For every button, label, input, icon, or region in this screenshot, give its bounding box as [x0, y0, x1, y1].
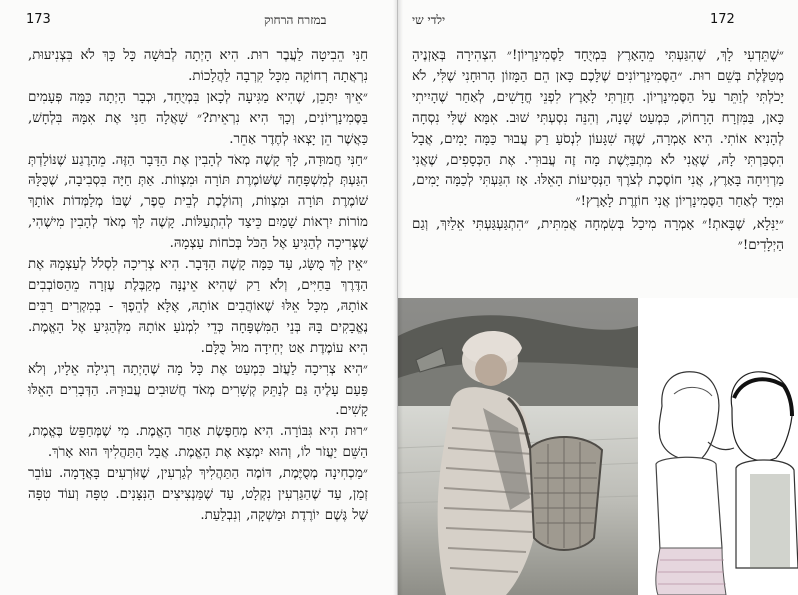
left-page	[0, 0, 398, 595]
photo-woman-in-field	[398, 298, 638, 595]
illustration-two-girls	[638, 298, 798, 595]
paragraph: ״אֵיךְ יִתָּכֵן, שֶׁהִיא מַגִּיעָה לְכָאן בִּמְיֻחָד, וּכְבָר הָיְתָה כַּמָּה פְּעָמִים בַּסֶּמִינָרְיוֹנִים, וְכָךְ הִיא נִרְאֵית?״ שָׁאֲלָה חַנִּי אֶת אִמָּהּ בִּלְחָשׁ, כַּאֲשֶׁר הֵן יָצְאוּ לְחֶדֶר אַחֵר.	[28, 89, 368, 147]
page-number: 172	[710, 12, 735, 27]
book-gutter	[393, 0, 403, 595]
paragraph: ״שֶׁתֵּדְעִי לָךְ, שֶׁהִגַּעְתִּי מֵהָאָרֶץ בִּמְיֻחָד לַסֶּמִינָרְיוֹן!״ הִצְהִירָה בְּאָזְנֶיהָ מְטַלֶּלֶת בְּשֵׁם רוּת. ״הַסֶּמִינָרְיוֹנִים שֶׁלָּכֶם כָּאן הֵם הַמָּזוֹן הָרוּחָנִי שֶׁלִּי, לֹא יָכֹלְתִּי לְוַתֵּר עַל הַסֶּמִינָרְיוֹן. חָזַרְתִּי לָאָרֶץ לִפְנֵי חֳדָשִׁים, לְאַחַר שֶׁהָיִיתִי כָּאן, בַּמִּזְרָח הָרָחוֹק, כִּמְעַט שָׁנָה, וְהִנֵּה נִסְעְתִּי שׁוּב. אִמָּא שֶׁלִּי נִסְחָה לְהָנִיא אוֹתִי. הִיא אָמְרָה, שֶׁזֶּה שִׁגָּעוֹן לִנְסֹעַ רַק עֲבוּר כַּמָּה יָמִים, אֲבָל הִסְבַּרְתִּי לָהּ, שֶׁאֲנִי לֹא מִתְבַּיֶּשֶׁת מָה זֶה עֲבוּרִי. אֶת הַכְּסָפִים, שֶׁאֲנִי מַרְוִיחָה בָּאָרֶץ, אֲנִי חוֹסֶכֶת לְצֹרֶךְ הַנְּסִיעוֹת הָאֵלּוּ. אָז הִגַּעְתִּי לְכַמָּה יָמִים, וּמִיָּד לְאַחַר הַסֶּמִינָרְיוֹן אֲנִי חוֹזֶרֶת לָאָרֶץ!״	[412, 48, 784, 210]
paragraph: ״רוּת הִיא גִּבּוֹרָה. הִיא מְחַפֶּשֶׂת אַחַר הָאֱמֶת. מִי שֶׁמְּחַפֵּשׂ בֶּאֱמֶת, הַשֵּׁם יַעֲזֹר לוֹ, וְהוּא יִמְצָא אֶת הָאֱמֶת. אֲבָל הַתַּהֲלִיךְ הוּא אָרֹךְ.	[28, 424, 368, 461]
paragraph: ״מַכְחִינָה מְסֻיֶּמֶת, דּוֹמֶה הַתַּהֲלִיךְ לְגַרְעִין, שֶׁזּוֹרְעִים בָּאֲדָמָה. עוֹבֵר זְמַן, עַד שֶׁהַגַּרְעִין נִקְלָט, עַד שֶׁמַּנְצִיצִים הַנִּצָּנִים. טִפָּה וְעוֹד טִפָּה שֶׁל גֶּשֶׁם יוֹרֶדֶת וּמַשְׁקָה, וְנִבְלַעַת.	[28, 466, 368, 523]
paragraph: ״יַנִּלָא, שֶׁבָּאתְ!״ אָמְרָה מִיכַל בְּשִׂמְחָה אֲמִתִּית, ״הִתְגַּעְגַּעְתִּי אֵלַיִךְ, וְגַם הַיְלָדִים!״	[412, 217, 784, 254]
left-body-text	[28, 46, 368, 527]
paragraph: חַנִּי הֵבִיטָה לַעֲבֶר רוּת. הִיא הָיְתָה לְבוּשָׁה כָּל כָּךְ לֹא בִּצְנִיעוּת, נִרְאֲתָה רְחוֹקָה מִכָּל קִרְבָה לַהֲלָכוֹת.	[28, 48, 368, 84]
photo-illustration	[398, 298, 638, 595]
paragraph: ״אֵין לָךְ מֻשָּׂג, עַד כַּמָּה קָשֶׁה הַדָּבָר. הִיא צְרִיכָה לִסְלֹל לְעַצְמָהּ אֶת הַדֶּרֶךְ בַּחַיִּים, וְלֹא רַק שֶׁהִיא אֵינֶנָּה מְקַבֶּלֶת עֶזְרָה מֵהַסּוֹבְבִים אוֹתָהּ, מִכָּל אֵלּוּ שֶׁאוֹהֲבִים אוֹתָהּ, אֶלָּא לְהֵפֶךְ - בְּמִקְרִים רַבִּים נֶאֱבָקִים בָּהּ בְּנֵי הַמִּשְׁפָּחָה כְּדֵי לִמְנֹעַ אוֹתָהּ מִלְּהַגִּיעַ אֶל הָאֱמֶת. הִיא עוֹמֶדֶת אַט יְחִידָה מוּל כֻּלָּם.	[28, 257, 368, 356]
girls-drawing	[638, 298, 798, 595]
paragraph: ״חַנִּי חֲמוּדָה, לָךְ קָשֶׁה מְאֹד לְהָבִין אֶת הַדָּבָר הַזֶּה. מֵהָרֶגַע שֶׁנּוֹלַדְתְּ הִגַּעְתְּ לְמִשְׁפָּחָה שֶׁשּׁוֹמֶרֶת תּוֹרָה וּמִצְווֹת. אַתְּ חַיָּה בִּסְבִיבָה, שֶׁכֻּלָּהּ שׁוֹמֶרֶת תּוֹרָה וּמִצְווֹת, וְהוֹלֶכֶת לְבֵית סֵפֶר, שֶׁבּוֹ מְלַמְּדוֹת אוֹתָךְ מוֹרוֹת יִרְאוֹת שָׁמַיִם כֵּיצַד לְהִתְעַלּוֹת. קָשֶׁה לָךְ מְאֹד לְהָבִין מִישֶׁהִי, שֶׁצְּרִיכָה לְהַגִּיעַ אֶל הַכֹּל בְּכֹחוֹת עַצְמָהּ.	[28, 152, 368, 252]
page-number: 173	[26, 12, 51, 27]
right-body-text	[412, 46, 784, 257]
paragraph: ״הִיא צְרִיכָה לַעֲזֹב כִּמְעַט אֶת כָּל מָה שֶׁהָיְתָה רְגִילָה אֵלָיו, וְלֹא פַּעַם עָלֶיהָ גַּם לְנַתֵּק קְשָׁרִים מְאֹד חֲשׁוּבִים עֲבוּרָהּ. הַדְּבָרִים הָאֵלּוּ קָשִׁים.	[28, 361, 368, 419]
right-page	[398, 0, 798, 595]
running-head: ילדי שי	[412, 13, 446, 27]
running-head: במזרח הרחוק	[264, 13, 327, 27]
